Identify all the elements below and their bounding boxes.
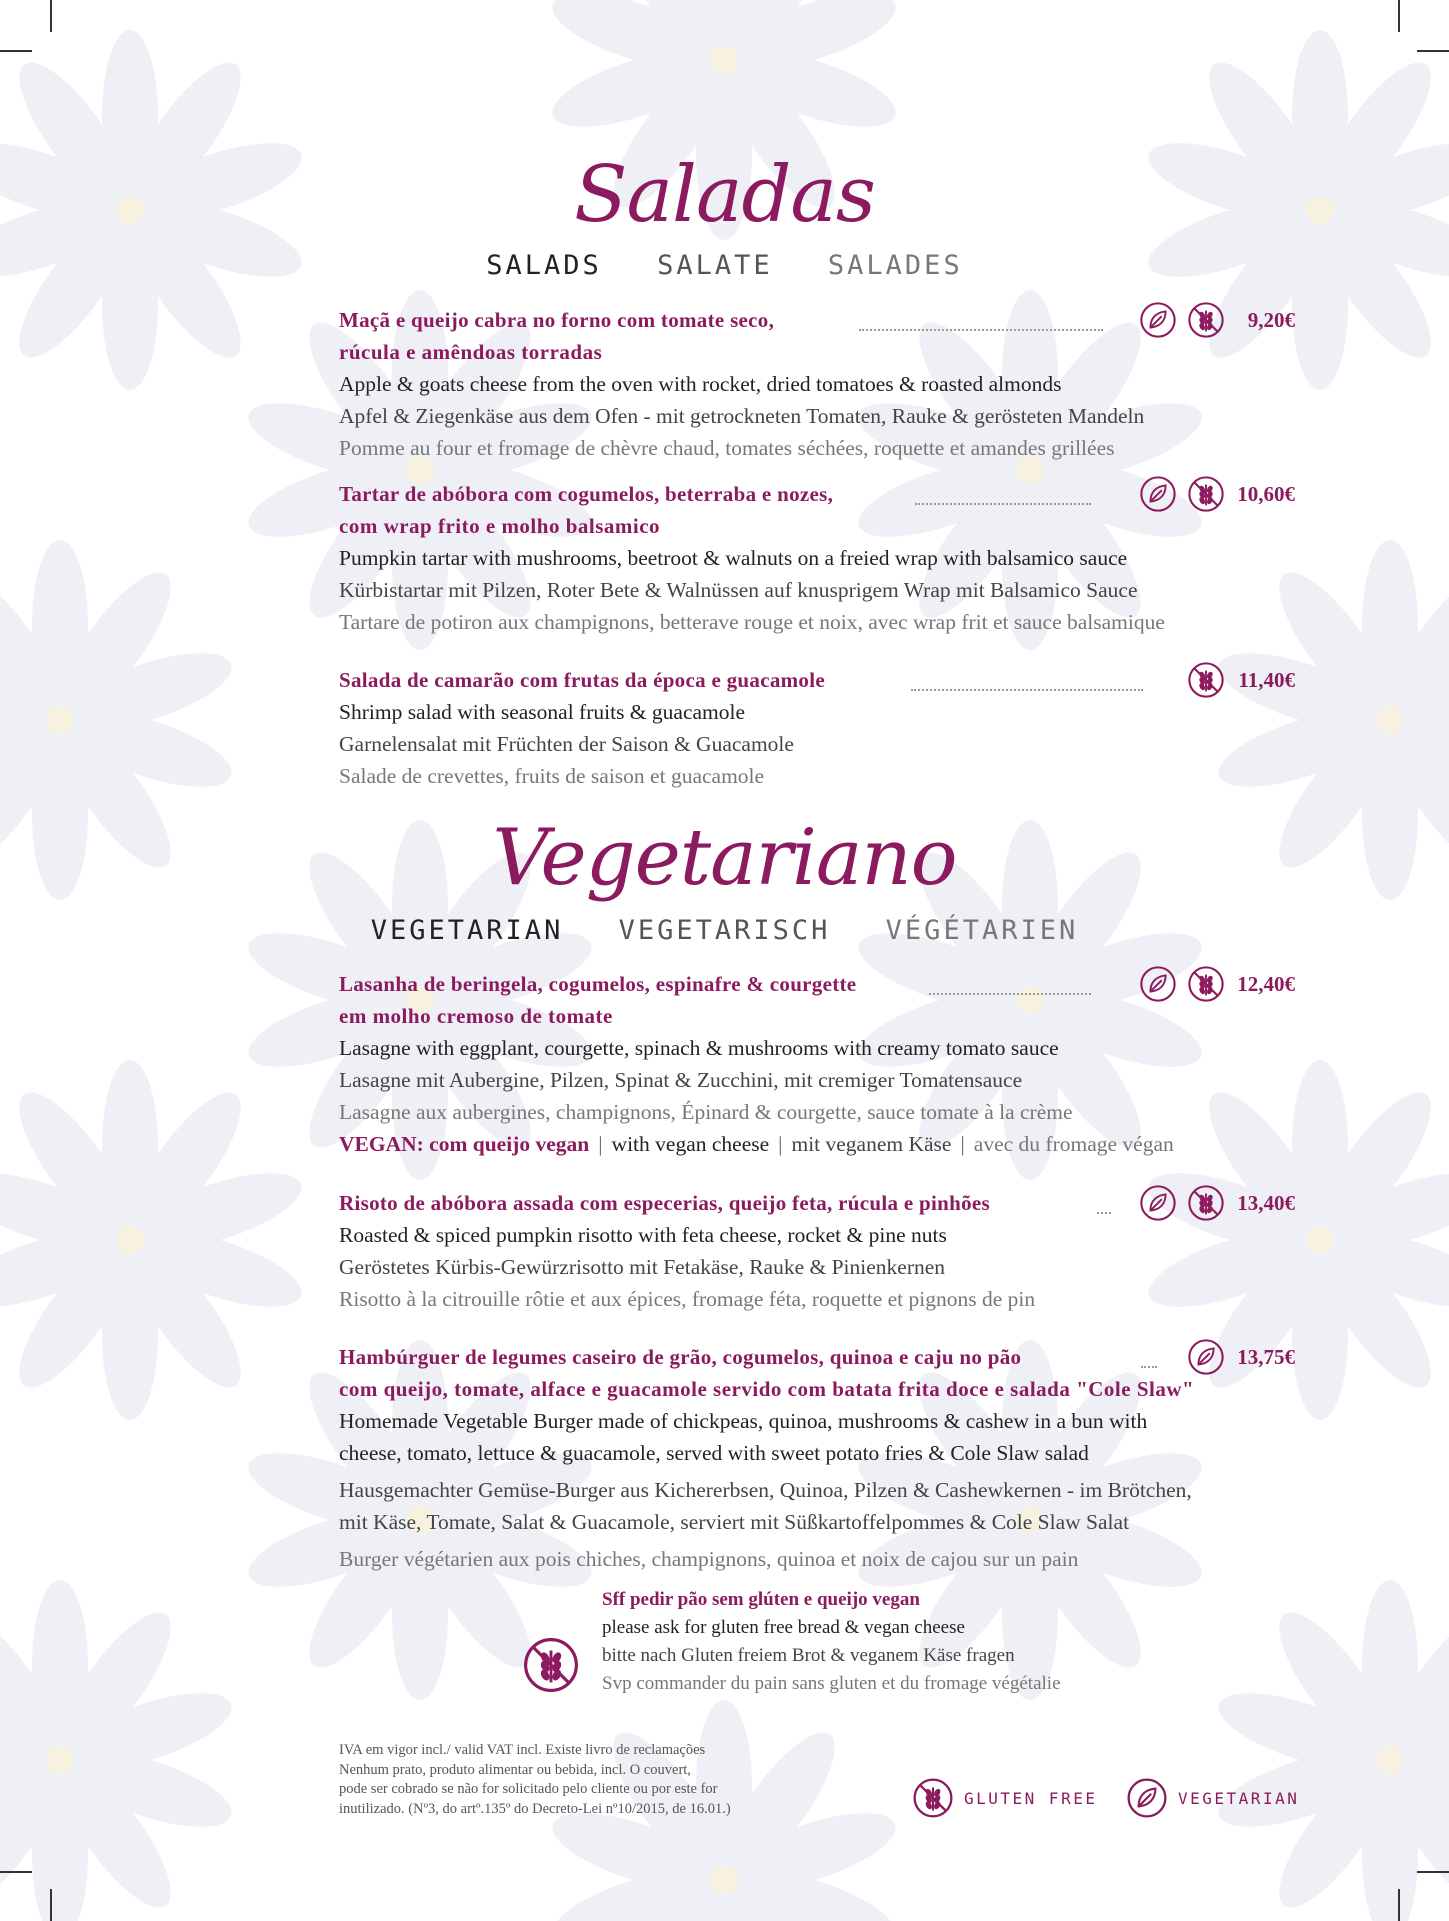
item-desc-en-cont: cheese, tomato, lettuce & guacamole, served with sweet potato fries & Cole Slaw salad bbox=[339, 1441, 1089, 1465]
item-name-pt: Lasanha de beringela, cogumelos, espinafre & courgette bbox=[339, 972, 857, 996]
item-desc-en: Apple & goats cheese from the oven with rocket, dried tomatoes & roasted almonds bbox=[339, 372, 1062, 396]
subtitle-fr: VÉGÉTARIEN bbox=[885, 915, 1079, 946]
item-name-pt-cont: com wrap frito e molho balsamico bbox=[339, 514, 661, 538]
subtitle-de: VEGETARISCH bbox=[618, 915, 831, 946]
separator: | bbox=[778, 1132, 783, 1156]
menu-item bbox=[339, 664, 1295, 792]
note-line-pt: Sff pedir pão sem glúten e queijo vegan bbox=[602, 1589, 920, 1610]
item-desc-fr: Pomme au four et fromage de chèvre chaud, tomates séchées, roquette et amandes grillées bbox=[339, 436, 1115, 460]
gluten-free-icon bbox=[1187, 1184, 1225, 1222]
item-desc-en: Lasagne with eggplant, courgette, spinach & mushrooms with creamy tomato sauce bbox=[339, 1036, 1059, 1060]
item-desc-fr: Tartare de potiron aux champignons, betterave rouge et noix, avec wrap frit et sauce balsamique bbox=[339, 610, 1165, 634]
subtitle-en: VEGETARIAN bbox=[370, 915, 564, 946]
item-price: 11,40€ bbox=[1238, 667, 1295, 692]
note-text bbox=[602, 1586, 1102, 1698]
item-desc-de: Lasagne mit Aubergine, Pilzen, Spinat & Zucchini, mit cremiger Tomatensauce bbox=[339, 1068, 1023, 1092]
gluten-free-icon bbox=[1187, 965, 1225, 1003]
item-price: 13,75€ bbox=[1237, 1344, 1295, 1369]
item-desc-en: Shrimp salad with seasonal fruits & guacamole bbox=[339, 700, 746, 724]
vegan-option-de: mit veganem Käse bbox=[791, 1132, 952, 1156]
menu-item bbox=[339, 1187, 1295, 1315]
separator: | bbox=[960, 1132, 965, 1156]
vegan-option-pt: VEGAN: com queijo vegan bbox=[339, 1132, 590, 1156]
legal-line: inutilizado. (Nº3, do artº.135º do Decreto-Lei nº10/2015, de 16.01.) bbox=[339, 1800, 731, 1817]
subtitle-de: SALATE bbox=[657, 250, 773, 281]
item-desc-fr: Salade de crevettes, fruits de saison et guacamole bbox=[339, 764, 765, 788]
item-desc-de: Kürbistartar mit Pilzen, Roter Bete & Walnüssen auf knusprigem Wrap mit Balsamico Sauce bbox=[339, 578, 1138, 602]
dot-leader bbox=[859, 317, 1103, 331]
menu-item bbox=[339, 478, 1295, 638]
gluten-free-icon bbox=[912, 1777, 954, 1819]
menu-item bbox=[339, 1341, 1295, 1575]
item-desc-de: Apfel & Ziegenkäse aus dem Ofen - mit getrockneten Tomaten, Rauke & gerösteten Mandeln bbox=[339, 404, 1145, 428]
item-name-pt: Salada de camarão com frutas da época e guacamole bbox=[339, 668, 825, 692]
gluten-free-icon bbox=[522, 1636, 580, 1694]
item-price: 9,20€ bbox=[1247, 307, 1295, 332]
item-desc-de: Hausgemachter Gemüse-Burger aus Kichererbsen, Quinoa, Pilzen & Cashewkernen - im Brötchen, bbox=[339, 1478, 1192, 1502]
legal-line: pode ser cobrado se não for solicitado pelo cliente ou por este for bbox=[339, 1781, 718, 1797]
menu-item bbox=[339, 968, 1295, 1160]
vegetarian-icon bbox=[1126, 1777, 1168, 1819]
dot-leader bbox=[911, 677, 1143, 691]
item-price: 10,60€ bbox=[1237, 481, 1295, 506]
legend-vegetarian bbox=[1126, 1777, 1299, 1819]
legal-line: IVA em vigor incl./ valid VAT incl. Existe livro de reclamações bbox=[339, 1742, 706, 1758]
dot-leader bbox=[915, 491, 1091, 505]
item-name-pt: Maçã e queijo cabra no forno com tomate seco, bbox=[339, 308, 775, 332]
dot-leader bbox=[1097, 1200, 1111, 1214]
vegetarian-icon bbox=[1139, 1184, 1177, 1222]
legal-notice bbox=[339, 1741, 839, 1819]
gluten-free-icon bbox=[1187, 475, 1225, 513]
vegetarian-icon bbox=[1139, 301, 1177, 339]
section-subtitles bbox=[0, 250, 1449, 281]
item-name-pt: Tartar de abóbora com cogumelos, beterraba e nozes, bbox=[339, 482, 834, 506]
item-desc-en: Pumpkin tartar with mushrooms, beetroot & walnuts on a freied wrap with balsamico sauce bbox=[339, 546, 1128, 570]
item-desc-fr: Burger végétarien aux pois chiches, champignons, quinoa et noix de cajou sur un pain bbox=[339, 1547, 1079, 1571]
gluten-free-icon bbox=[1187, 661, 1225, 699]
item-name-pt-cont: em molho cremoso de tomate bbox=[339, 1004, 613, 1028]
item-desc-de-cont: mit Käse, Tomate, Salat & Guacamole, serviert mit Süßkartoffelpommes & Cole Slaw Salat bbox=[339, 1510, 1130, 1534]
vegetarian-icon bbox=[1187, 1338, 1225, 1376]
item-name-pt: Risoto de abóbora assada com especerias, queijo feta, rúcula e pinhões bbox=[339, 1191, 990, 1215]
vegan-option-fr: avec du fromage végan bbox=[973, 1132, 1174, 1156]
subtitle-fr: SALADES bbox=[827, 250, 963, 281]
item-price: 12,40€ bbox=[1237, 971, 1295, 996]
separator: | bbox=[598, 1132, 603, 1156]
item-name-pt-cont: rúcula e amêndoas torradas bbox=[339, 340, 603, 364]
item-desc-de: Geröstetes Kürbis-Gewürzrisotto mit Fetakäse, Rauke & Pinienkernen bbox=[339, 1255, 946, 1279]
item-price: 13,40€ bbox=[1237, 1190, 1295, 1215]
section-subtitles bbox=[0, 915, 1449, 946]
item-desc-de: Garnelensalat mit Früchten der Saison & Guacamole bbox=[339, 732, 794, 756]
note-line-en: please ask for gluten free bread & vegan cheese bbox=[602, 1617, 965, 1638]
item-desc-en: Homemade Vegetable Burger made of chickpeas, quinoa, mushrooms & cashew in a bun with bbox=[339, 1409, 1148, 1433]
dot-leader bbox=[1141, 1354, 1157, 1368]
legend-label: GLUTEN FREE bbox=[964, 1788, 1098, 1808]
vegetarian-icon bbox=[1139, 475, 1177, 513]
section-title-vegetariano: Vegetariano bbox=[492, 813, 957, 903]
gluten-free-icon bbox=[1187, 301, 1225, 339]
item-name-pt-cont: com queijo, tomate, alface e guacamole servido com batata frita doce e salada "Cole Slaw" bbox=[339, 1377, 1195, 1401]
legend-label: VEGETARIAN bbox=[1178, 1788, 1300, 1808]
vegan-option-en: with vegan cheese bbox=[611, 1132, 770, 1156]
menu-item bbox=[339, 304, 1295, 464]
vegan-option bbox=[339, 1128, 1295, 1160]
item-desc-en: Roasted & spiced pumpkin risotto with feta cheese, rocket & pine nuts bbox=[339, 1223, 947, 1247]
item-desc-fr: Lasagne aux aubergines, champignons, Épinard & courgette, sauce tomate à la crème bbox=[339, 1100, 1073, 1124]
section-title-saladas: Saladas bbox=[574, 150, 875, 240]
item-desc-fr: Risotto à la citrouille rôtie et aux épices, fromage féta, roquette et pignons de pin bbox=[339, 1287, 1036, 1311]
vegetarian-icon bbox=[1139, 965, 1177, 1003]
subtitle-en: SALADS bbox=[486, 250, 602, 281]
legend-gluten-free bbox=[912, 1777, 1097, 1819]
item-name-pt: Hambúrguer de legumes caseiro de grão, cogumelos, quinoa e caju no pão bbox=[339, 1345, 1022, 1369]
legal-line: Nenhum prato, produto alimentar ou bebida, incl. O couvert, bbox=[339, 1761, 691, 1778]
note-line-fr: Svp commander du pain sans gluten et du fromage végétalie bbox=[602, 1673, 1061, 1694]
note-line-de: bitte nach Gluten freiem Brot & veganem Käse fragen bbox=[602, 1645, 1015, 1666]
dot-leader bbox=[929, 981, 1091, 995]
